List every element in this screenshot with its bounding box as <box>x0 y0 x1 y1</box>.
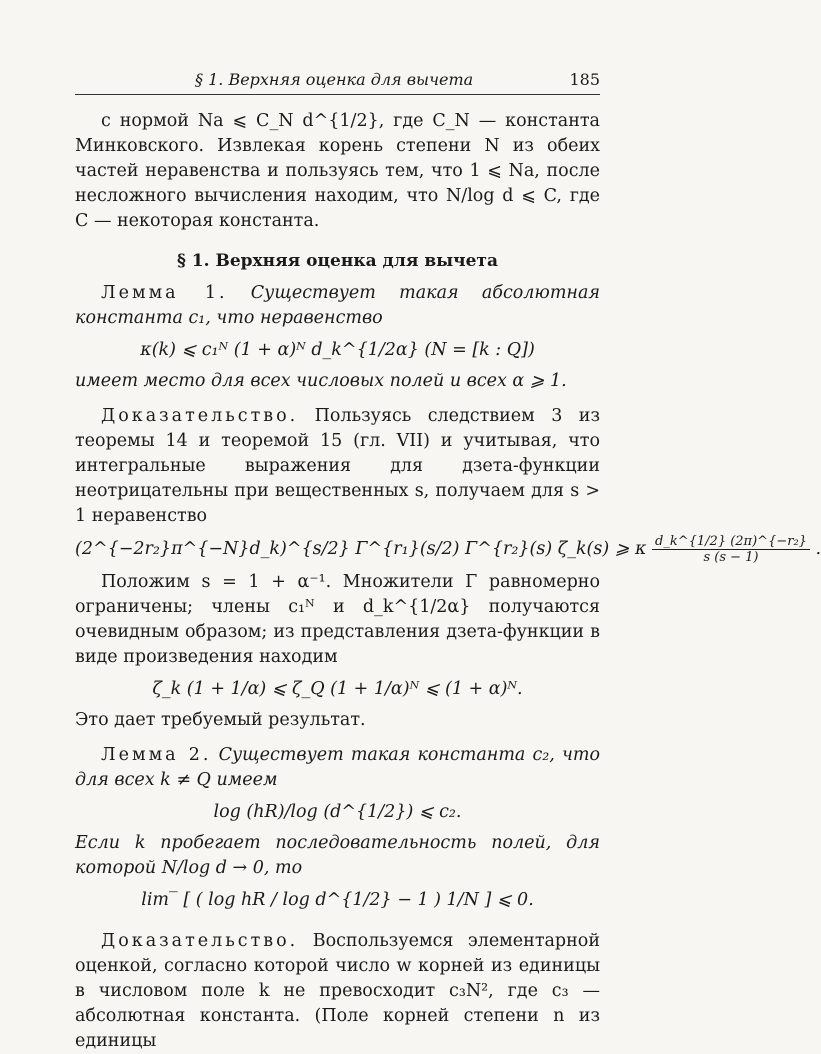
para-set-s: Положим s = 1 + α⁻¹. Множители Γ равномерно ограничены; члены c₁ᴺ и d_k^{1/2α} получаются очевидным образом; из представления дзета-функции в виде произведения находим <box>75 572 600 667</box>
proof1-text: Пользуясь следствием 3 из теоремы 14 и теоремой 15 (гл. VII) и учитывая, что интегральные выражения для дзета-функции неотрицательны при вещественных s, получаем для s > 1 неравенство <box>75 406 600 526</box>
page-header <box>75 70 600 95</box>
proof1-label: Доказательство. <box>101 406 299 426</box>
proof2-paragraph <box>75 929 600 1054</box>
lemma2-continuation: Если k пробегает последовательность полей, для которой N/log d → 0, то <box>75 833 600 878</box>
formula2-left: (2^{−2r₂}π^{−N}d_k)^{s/2} Γ^{r₁}(s/2) Γ^{r₂}(s) ζ_k(s) ⩾ κ <box>75 539 647 559</box>
formula2-denominator: s (s − 1) <box>703 550 759 565</box>
formula2-end: . <box>815 539 821 559</box>
formula-lemma1: κ(k) ⩽ c₁ᴺ (1 + α)ᴺ d_k^{1/2α} (N = [k : Q]) <box>140 340 535 360</box>
formula-limsup: lim‾ [ ( log hR / log d^{1/2} − 1 ) 1/N ] ⩽ 0. <box>141 890 534 910</box>
lemma1-text: Существует такая абсолютная константа c₁, что неравенство <box>75 283 600 328</box>
lemma2-text: Существует такая константа c₂, что для всех k ≠ Q имеем <box>75 745 600 790</box>
lemma2-statement <box>75 743 600 793</box>
result-line: Это дает требуемый результат. <box>75 710 366 730</box>
intro-paragraph: с нормой Na ⩽ C_N d^{1/2}, где C_N — константа Минковского. Извлекая корень степени N из обеих частей неравенства и пользуясь тем, что 1 ⩽ Na, после несложного вычисления находим, что N/log d ⩽ C, где C — некоторая константа. <box>75 111 600 231</box>
formula2-numerator: d_k^{1/2} (2π)^{−r₂} <box>652 534 810 550</box>
formula-product-bound: ζ_k (1 + 1/α) ⩽ ζ_Q (1 + 1/α)ᴺ ⩽ (1 + α)ᴺ. <box>152 679 523 699</box>
running-title: § 1. Верхняя оценка для вычета <box>195 70 474 89</box>
proof2-text: Воспользуемся элементарной оценкой, согласно которой число w корней из единицы в числовом поле k не превосходит c₃N², где c₃ — абсолютная константа. (Поле корней степени n из единицы <box>75 931 600 1051</box>
lemma1-tail: имеет место для всех числовых полей и всех α ⩾ 1. <box>75 371 567 391</box>
formula-lemma2: log (hR)/log (d^{1/2}) ⩽ c₂. <box>213 802 462 822</box>
page-number: 185 <box>569 70 600 89</box>
proof2-label: Доказательство. <box>101 931 299 951</box>
formula2-fraction <box>652 534 810 565</box>
proof1-paragraph <box>75 404 600 529</box>
section-title: § 1. Верхняя оценка для вычета <box>177 251 498 271</box>
lemma2-label: Лемма 2. <box>101 745 212 765</box>
lemma1-label: Лемма 1. <box>101 283 228 303</box>
lemma1-statement <box>75 281 600 331</box>
